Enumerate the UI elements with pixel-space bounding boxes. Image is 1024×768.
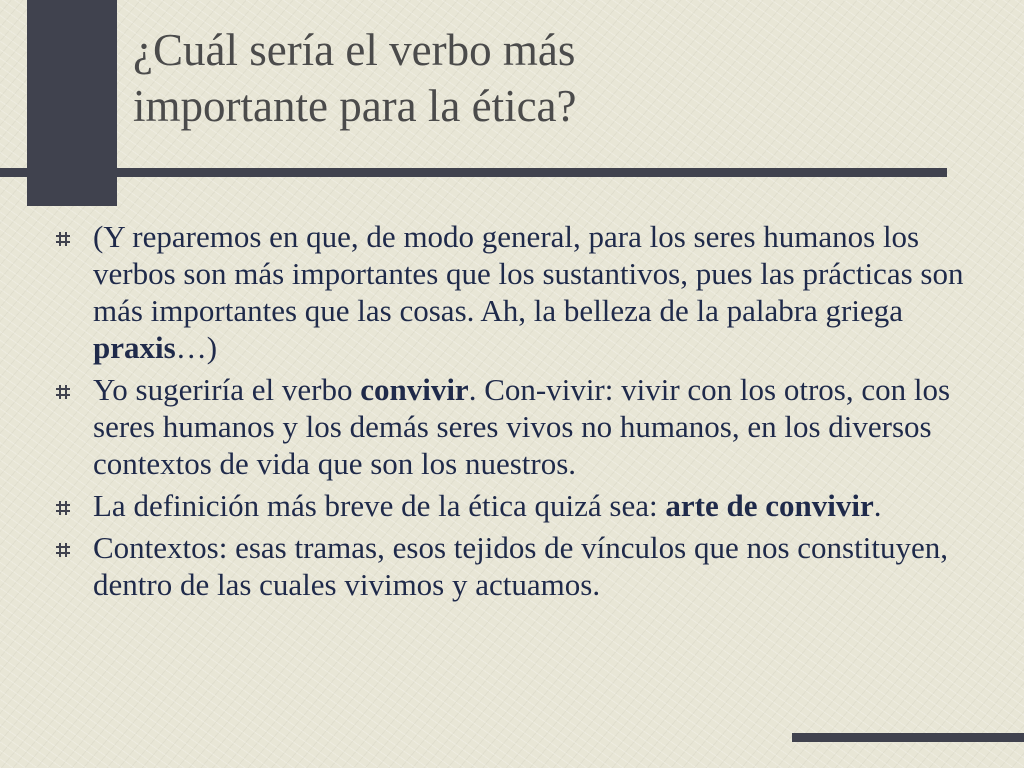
bullet-item	[93, 371, 993, 482]
bullet-text-segment: …)	[175, 330, 218, 365]
bullet-text-segment: .	[873, 488, 882, 523]
hash-bullet-icon	[56, 385, 70, 399]
bullet-text-segment: Yo sugeriría el verbo	[93, 372, 361, 407]
bullet-bold-term-arte-de-convivir: arte de convivir	[665, 488, 874, 523]
bullet-bold-term-praxis: praxis	[93, 330, 176, 365]
bullet-list	[0, 218, 1024, 608]
bullet-text-segment: La definición más breve de la ética quizá sea:	[93, 488, 666, 523]
bullet-text	[93, 219, 963, 365]
slide-title-line-1: ¿Cuál sería el verbo más	[133, 25, 576, 75]
slide-title	[133, 22, 993, 134]
bullet-text	[93, 372, 950, 481]
bullet-item	[93, 218, 993, 366]
bullet-text	[93, 488, 881, 523]
bullet-text-segment: (Y reparemos en que, de modo general, para los seres humanos los verbos son más importantes que los sustantivos, pues las prácticas son más importantes que las cosas. Ah, la belleza de la palabra griega	[93, 219, 964, 328]
bullet-bold-term-convivir: convivir	[360, 372, 469, 407]
bullet-item	[93, 487, 993, 524]
hash-bullet-icon	[56, 543, 70, 557]
bullet-item	[93, 529, 993, 603]
bullet-text-segment: Contextos: esas tramas, esos tejidos de vínculos que nos constituyen, dentro de las cuales vivimos y actuamos.	[93, 530, 948, 602]
slide-title-line-2: importante para la ética?	[133, 81, 577, 131]
accent-line-top	[0, 168, 947, 177]
bullet-text	[93, 530, 948, 602]
accent-line-bottom	[792, 733, 1024, 742]
hash-bullet-icon	[56, 501, 70, 515]
hash-bullet-icon	[56, 232, 70, 246]
bullet-text-segment: . Con-vivir: vivir con los otros, con los seres humanos y los demás seres vivos no humanos, en los diversos contextos de vida que son los nuestros.	[93, 372, 951, 481]
